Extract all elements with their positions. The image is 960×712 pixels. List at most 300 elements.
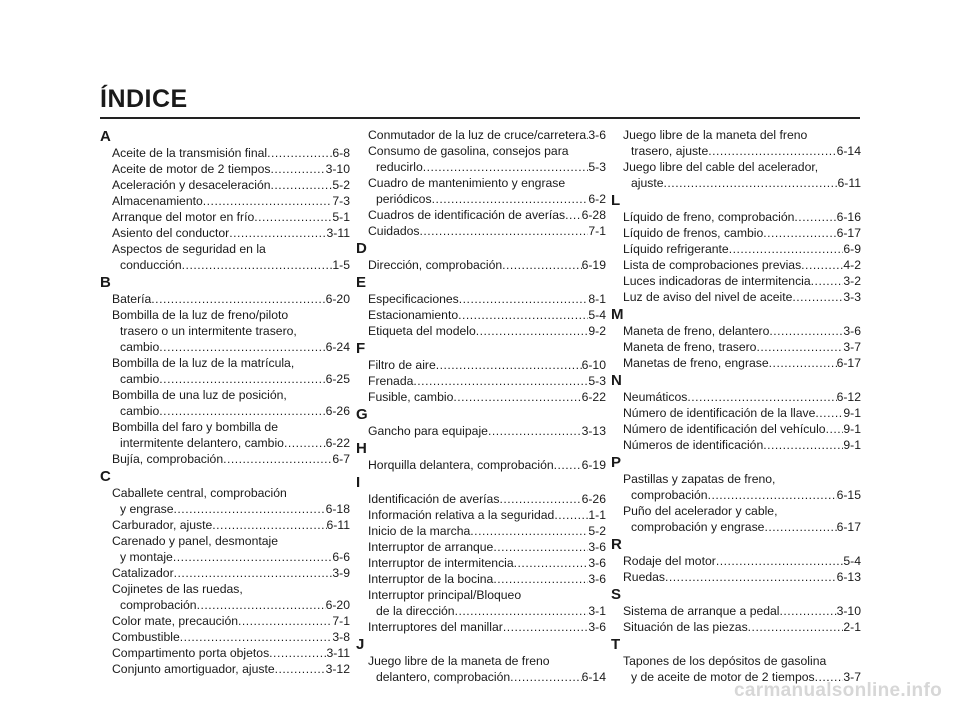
index-page-number: 3-11 xyxy=(326,646,350,660)
index-page-number: 3-10 xyxy=(836,604,861,618)
index-page-number: 3-7 xyxy=(843,670,861,684)
index-entry xyxy=(611,503,861,535)
index-entry xyxy=(611,323,861,339)
index-entry xyxy=(611,569,861,585)
index-entry xyxy=(100,517,350,533)
index-letter-heading: I xyxy=(356,474,361,491)
dot-leader xyxy=(794,209,836,225)
index-page-number: 3-8 xyxy=(332,630,350,644)
index-page-number: 6-11 xyxy=(326,518,350,532)
index-entry-text: ajuste xyxy=(631,176,664,190)
index-page-number: 3-11 xyxy=(326,226,350,240)
index-page-number: 3-6 xyxy=(843,324,861,338)
index-entry-line: trasero o un intermitente trasero, xyxy=(120,324,297,338)
index-entry xyxy=(356,223,606,239)
index-entry-line: Interruptor principal/Bloqueo xyxy=(368,588,522,602)
dot-leader xyxy=(203,193,333,209)
dot-leader xyxy=(159,339,325,355)
dot-leader xyxy=(780,603,837,619)
dot-leader xyxy=(493,571,588,587)
dot-leader xyxy=(554,457,582,473)
index-page-number: 6-22 xyxy=(581,390,606,404)
index-entry-line: Aspectos de seguridad en la xyxy=(112,242,266,256)
index-page-number: 3-6 xyxy=(588,556,606,570)
index-page-number: 1-5 xyxy=(332,258,350,272)
index-page-number: 2-1 xyxy=(843,620,861,634)
index-page-number: 6-16 xyxy=(836,210,861,224)
index-page-number: 5-1 xyxy=(332,210,350,224)
index-entry xyxy=(356,307,606,323)
index-page-number: 6-26 xyxy=(581,492,606,506)
index-entry xyxy=(356,389,606,405)
index-entry xyxy=(356,457,606,473)
dot-leader xyxy=(801,257,843,273)
index-entry xyxy=(611,603,861,619)
index-letter-heading: T xyxy=(611,636,621,653)
index-entry xyxy=(611,241,861,257)
dot-leader xyxy=(271,177,333,193)
dot-leader xyxy=(174,565,333,581)
index-page-number: 3-6 xyxy=(588,620,606,634)
index-page-number: 6-12 xyxy=(836,390,861,404)
index-entry xyxy=(100,419,350,451)
index-page-number: 8-1 xyxy=(588,292,606,306)
index-entry xyxy=(100,225,350,241)
dot-leader xyxy=(665,569,837,585)
index-entry xyxy=(611,257,861,273)
index-entry-text: Fusible, cambio xyxy=(368,390,454,404)
index-page-number: 6-7 xyxy=(332,452,350,466)
index-page-number: 3-6 xyxy=(588,128,606,142)
index-page-number: 3-2 xyxy=(843,274,861,288)
dot-leader xyxy=(763,225,836,241)
index-column-2 xyxy=(356,127,606,685)
dot-leader xyxy=(238,613,332,629)
dot-leader xyxy=(284,435,326,451)
index-entry-text: conducción xyxy=(120,258,182,272)
dot-leader xyxy=(716,553,844,569)
index-entry-text: cambio xyxy=(120,372,160,386)
dot-leader xyxy=(554,507,588,523)
index-entry-text: delantero, comprobación xyxy=(376,670,511,684)
dot-leader xyxy=(432,191,589,207)
dot-leader xyxy=(229,225,326,241)
index-entry xyxy=(356,653,606,685)
index-page-number: 6-6 xyxy=(332,550,350,564)
dot-leader xyxy=(687,389,836,405)
index-page-number: 3-9 xyxy=(332,566,350,580)
index-entry-line: Tapones de los depósitos de gasolina xyxy=(623,654,827,668)
index-entry xyxy=(100,629,350,645)
index-letter-heading: C xyxy=(100,468,111,485)
index-letter-heading: J xyxy=(356,636,365,653)
dot-leader xyxy=(664,175,838,191)
index-page-number: 6-9 xyxy=(843,242,861,256)
dot-leader xyxy=(815,405,843,421)
index-column-3 xyxy=(611,127,861,685)
index-page-number: 6-2 xyxy=(588,192,606,206)
index-entry xyxy=(356,357,606,373)
index-page-number: 9-1 xyxy=(843,406,861,420)
index-page-number: 3-3 xyxy=(843,290,861,304)
index-page-number: 4-2 xyxy=(843,258,861,272)
index-letter-heading: R xyxy=(611,536,622,553)
dot-leader xyxy=(413,373,588,389)
dot-leader xyxy=(476,323,589,339)
index-entry-line: Cuadro de mantenimiento y engrase xyxy=(368,176,566,190)
index-entry xyxy=(356,491,606,507)
dot-leader xyxy=(499,491,581,507)
index-letter-heading: B xyxy=(100,274,111,291)
index-entry xyxy=(356,507,606,523)
index-entry-text: Rodaje del motor xyxy=(623,554,716,568)
index-letter-heading: P xyxy=(611,454,622,471)
index-entry xyxy=(100,613,350,629)
index-entry-text: Arranque del motor en frío xyxy=(112,210,255,224)
index-entry xyxy=(611,127,861,159)
index-entry-text: Lista de comprobaciones previas xyxy=(623,258,802,272)
index-entry xyxy=(611,289,861,305)
index-entry xyxy=(611,355,861,371)
index-page-number: 6-10 xyxy=(581,358,606,372)
dot-leader xyxy=(254,209,332,225)
index-entry xyxy=(100,241,350,273)
dot-leader xyxy=(764,519,836,535)
index-entry xyxy=(100,193,350,209)
index-page-number: 3-12 xyxy=(325,662,350,676)
index-entry-text: Estacionamiento xyxy=(368,308,459,322)
index-entry-text: Conjunto amortiguador, ajuste xyxy=(112,662,275,676)
dot-leader xyxy=(275,661,326,677)
dot-leader xyxy=(708,487,837,503)
index-entry xyxy=(356,323,606,339)
index-entry xyxy=(611,553,861,569)
dot-leader xyxy=(423,159,589,175)
index-entry xyxy=(611,209,861,225)
index-entry xyxy=(100,307,350,355)
index-page-number: 6-8 xyxy=(332,146,350,160)
dot-leader xyxy=(267,145,332,161)
index-entry xyxy=(356,175,606,207)
index-entry xyxy=(356,571,606,587)
index-entry-text: cambio xyxy=(120,340,160,354)
index-page-number: 5-3 xyxy=(588,374,606,388)
index-page-number: 6-26 xyxy=(325,404,350,418)
index-entry-line: Juego libre de la maneta del freno xyxy=(623,128,808,142)
index-entry xyxy=(100,565,350,581)
index-entry-text: Interruptores del manillar xyxy=(368,620,503,634)
title-rule xyxy=(100,117,860,119)
index-page-number: 6-14 xyxy=(836,144,861,158)
index-entry-line: Juego libre de la maneta de freno xyxy=(368,654,550,668)
index-entry xyxy=(611,619,861,635)
index-letter-heading: M xyxy=(611,306,624,323)
index-column-1 xyxy=(100,127,350,677)
index-entry-text: Catalizador xyxy=(112,566,174,580)
dot-leader xyxy=(269,645,326,661)
index-entry-text: Luces indicadoras de intermitencia xyxy=(623,274,811,288)
index-entry-text: Interruptor de arranque xyxy=(368,540,494,554)
dot-leader xyxy=(510,669,581,685)
index-page-number: 3-1 xyxy=(588,604,606,618)
index-entry-text: Líquido de freno, comprobación xyxy=(623,210,795,224)
index-entry xyxy=(356,555,606,571)
dot-leader xyxy=(174,501,326,517)
index-page-number: 6-19 xyxy=(581,258,606,272)
index-entry-text: trasero, ajuste xyxy=(631,144,709,158)
dot-leader xyxy=(769,323,843,339)
index-entry-text: Almacenamiento xyxy=(112,194,203,208)
index-entry xyxy=(611,389,861,405)
index-entry xyxy=(356,423,606,439)
index-entry-text: Batería xyxy=(112,292,152,306)
index-page-number: 6-17 xyxy=(836,226,861,240)
index-entry xyxy=(356,373,606,389)
index-entry-text: Conmutador de la luz de cruce/carretera xyxy=(368,128,587,142)
index-page-number: 6-11 xyxy=(837,176,861,190)
dot-leader xyxy=(455,603,589,619)
index-page-number: 6-19 xyxy=(581,458,606,472)
index-letter-heading: S xyxy=(611,586,622,603)
index-letter-heading: E xyxy=(356,274,367,291)
index-entry xyxy=(356,587,606,619)
index-entry-text: Inicio de la marcha xyxy=(368,524,471,538)
index-page-number: 6-14 xyxy=(581,670,606,684)
index-entry-text: periódicos xyxy=(376,192,432,206)
index-entry-line: Carenado y panel, desmontaje xyxy=(112,534,278,548)
dot-leader xyxy=(173,549,333,565)
index-letter-heading: L xyxy=(611,192,621,209)
dot-leader xyxy=(708,143,836,159)
index-entry-text: Información relativa a la seguridad xyxy=(368,508,555,522)
index-entry-text: Cuidados xyxy=(368,224,420,238)
index-entry-line: Bombilla de la luz de freno/piloto xyxy=(112,308,289,322)
index-entry-text: Combustible xyxy=(112,630,180,644)
index-entry xyxy=(611,225,861,241)
index-page-number: 6-20 xyxy=(325,598,350,612)
dot-leader xyxy=(826,421,844,437)
index-entry xyxy=(611,405,861,421)
index-page-number: 6-13 xyxy=(836,570,861,584)
index-entry-text: comprobación xyxy=(631,488,708,502)
index-page-number: 9-1 xyxy=(843,422,861,436)
index-entry xyxy=(100,645,350,661)
index-entry-text: reducirlo xyxy=(376,160,423,174)
dot-leader xyxy=(212,517,326,533)
index-entry-text: Etiqueta del modelo xyxy=(368,324,476,338)
index-page-number: 6-17 xyxy=(836,520,861,534)
dot-leader xyxy=(458,307,588,323)
dot-leader xyxy=(197,597,326,613)
index-page-number: 6-25 xyxy=(325,372,350,386)
index-entry-text: y de aceite de motor de 2 tiempos xyxy=(631,670,815,684)
index-entry xyxy=(100,209,350,225)
dot-leader xyxy=(459,291,589,307)
index-letter-heading: G xyxy=(356,406,368,423)
index-entry-text: de la dirección xyxy=(376,604,455,618)
index-page-number: 6-28 xyxy=(581,208,606,222)
index-page-number: 1-1 xyxy=(588,508,606,522)
index-entry-text: Manetas de freno, engrase xyxy=(623,356,769,370)
index-entry-text: Aceite de motor de 2 tiempos xyxy=(112,162,271,176)
index-entry-line: Juego libre del cable del acelerador, xyxy=(623,160,819,174)
index-entry xyxy=(356,143,606,175)
index-letter-heading: F xyxy=(356,340,366,357)
index-page-number: 6-20 xyxy=(325,292,350,306)
dot-leader xyxy=(271,161,326,177)
dot-leader xyxy=(420,223,589,239)
index-entry-text: Filtro de aire xyxy=(368,358,436,372)
index-letter-heading: H xyxy=(356,440,367,457)
index-entry-text: Números de identificación xyxy=(623,438,764,452)
watermark: carmanualsonline.info xyxy=(734,680,942,701)
dot-leader xyxy=(453,389,581,405)
index-entry xyxy=(356,291,606,307)
index-page-number: 3-13 xyxy=(581,424,606,438)
index-page-number: 7-3 xyxy=(332,194,350,208)
dot-leader xyxy=(151,291,325,307)
index-entry xyxy=(611,339,861,355)
index-page-number: 5-4 xyxy=(588,308,606,322)
index-entry-line: Puño del acelerador y cable, xyxy=(623,504,778,518)
index-entry-text: Sistema de arranque a pedal xyxy=(623,604,780,618)
index-entry-text: Compartimento porta objetos xyxy=(112,646,270,660)
index-entry-text: Dirección, comprobación xyxy=(368,258,503,272)
index-entry xyxy=(100,533,350,565)
dot-leader xyxy=(159,403,325,419)
index-page-number: 7-1 xyxy=(588,224,606,238)
index-entry xyxy=(100,451,350,467)
dot-leader xyxy=(748,619,844,635)
index-entry xyxy=(356,207,606,223)
index-page-number: 6-17 xyxy=(836,356,861,370)
dot-leader xyxy=(756,339,843,355)
index-entry-text: y montaje xyxy=(120,550,173,564)
dot-leader xyxy=(180,629,333,645)
dot-leader xyxy=(565,207,581,223)
dot-leader xyxy=(182,257,333,273)
index-entry xyxy=(611,273,861,289)
index-letter-heading: N xyxy=(611,372,622,389)
index-entry-text: Aceite de la transmisión final xyxy=(112,146,268,160)
index-entry xyxy=(356,523,606,539)
index-page-number: 3-6 xyxy=(588,540,606,554)
index-entry xyxy=(100,387,350,419)
index-entry-text: Cuadros de identificación de averías xyxy=(368,208,566,222)
index-entry-text: Interruptor de intermitencia xyxy=(368,556,514,570)
index-entry xyxy=(611,421,861,437)
index-entry xyxy=(611,159,861,191)
index-entry xyxy=(100,145,350,161)
index-entry-text: Luz de aviso del nivel de aceite xyxy=(623,290,793,304)
index-page-number: 9-2 xyxy=(588,324,606,338)
dot-leader xyxy=(514,555,589,571)
dot-leader xyxy=(729,241,844,257)
dot-leader xyxy=(223,451,332,467)
index-page-number: 6-18 xyxy=(325,502,350,516)
index-page-number: 9-1 xyxy=(843,438,861,452)
index-entry xyxy=(611,471,861,503)
index-entry xyxy=(611,437,861,453)
index-entry xyxy=(100,355,350,387)
index-page-number: 6-22 xyxy=(325,436,350,450)
index-page-number: 5-4 xyxy=(843,554,861,568)
index-entry-text: Aceleración y desaceleración xyxy=(112,178,271,192)
dot-leader xyxy=(159,371,325,387)
index-entry-line: Consumo de gasolina, consejos para xyxy=(368,144,569,158)
index-entry-text: Número de identificación del vehículo xyxy=(623,422,826,436)
index-entry xyxy=(356,619,606,635)
dot-leader xyxy=(493,539,588,555)
index-entry-text: Horquilla delantera, comprobación xyxy=(368,458,554,472)
index-entry-text: Color mate, precaución xyxy=(112,614,238,628)
index-entry-text: Maneta de freno, trasero xyxy=(623,340,757,354)
index-page-number: 5-2 xyxy=(332,178,350,192)
index-page-number: 3-7 xyxy=(843,340,861,354)
index-entry-text: y engrase xyxy=(120,502,174,516)
index-entry-text: Especificaciones xyxy=(368,292,459,306)
index-entry xyxy=(100,581,350,613)
index-entry-line: Caballete central, comprobación xyxy=(112,486,287,500)
index-page-number: 7-1 xyxy=(332,614,350,628)
index-entry-text: Maneta de freno, delantero xyxy=(623,324,770,338)
page-title: ÍNDICE xyxy=(100,85,188,113)
index-entry xyxy=(100,661,350,677)
index-entry xyxy=(100,161,350,177)
dot-leader xyxy=(763,437,843,453)
index-entry-text: Situación de las piezas xyxy=(623,620,748,634)
dot-leader xyxy=(470,523,588,539)
dot-leader xyxy=(488,423,582,439)
index-entry-text: Neumáticos xyxy=(623,390,688,404)
index-entry xyxy=(356,539,606,555)
index-letter-heading: D xyxy=(356,240,367,257)
index-entry-text: intermitente delantero, cambio xyxy=(120,436,284,450)
index-entry-text: comprobación y engrase xyxy=(631,520,765,534)
dot-leader xyxy=(502,257,581,273)
index-entry-text: Asiento del conductor xyxy=(112,226,230,240)
index-page-number: 3-6 xyxy=(588,572,606,586)
index-entry-text: Ruedas xyxy=(623,570,666,584)
index-entry-line: Bombilla de la luz de la matrícula, xyxy=(112,356,295,370)
index-entry-text: Interruptor de la bocina xyxy=(368,572,494,586)
dot-leader xyxy=(811,273,844,289)
index-entry-line: Bombilla del faro y bombilla de xyxy=(112,420,278,434)
index-entry xyxy=(356,127,606,143)
index-entry-text: Número de identificación de la llave xyxy=(623,406,816,420)
dot-leader xyxy=(503,619,589,635)
dot-leader xyxy=(792,289,843,305)
index-entry-line: Bombilla de una luz de posición, xyxy=(112,388,287,402)
index-letter-heading: A xyxy=(100,128,111,145)
index-entry xyxy=(100,291,350,307)
index-page-number: 6-15 xyxy=(836,488,861,502)
index-page-number: 3-10 xyxy=(325,162,350,176)
index-entry-text: cambio xyxy=(120,404,160,418)
index-entry-text: Frenada xyxy=(368,374,414,388)
index-entry-text: Identificación de averías xyxy=(368,492,500,506)
index-entry-line: Cojinetes de las ruedas, xyxy=(112,582,243,596)
index-entry xyxy=(100,177,350,193)
index-entry-text: Carburador, ajuste xyxy=(112,518,213,532)
index-entry-text: Líquido refrigerante xyxy=(623,242,729,256)
index-entry xyxy=(100,485,350,517)
dot-leader xyxy=(769,355,837,371)
index-entry-text: Gancho para equipaje xyxy=(368,424,488,438)
index-entry xyxy=(356,257,606,273)
index-entry-text: Bujía, comprobación xyxy=(112,452,224,466)
index-page-number: 5-3 xyxy=(588,160,606,174)
